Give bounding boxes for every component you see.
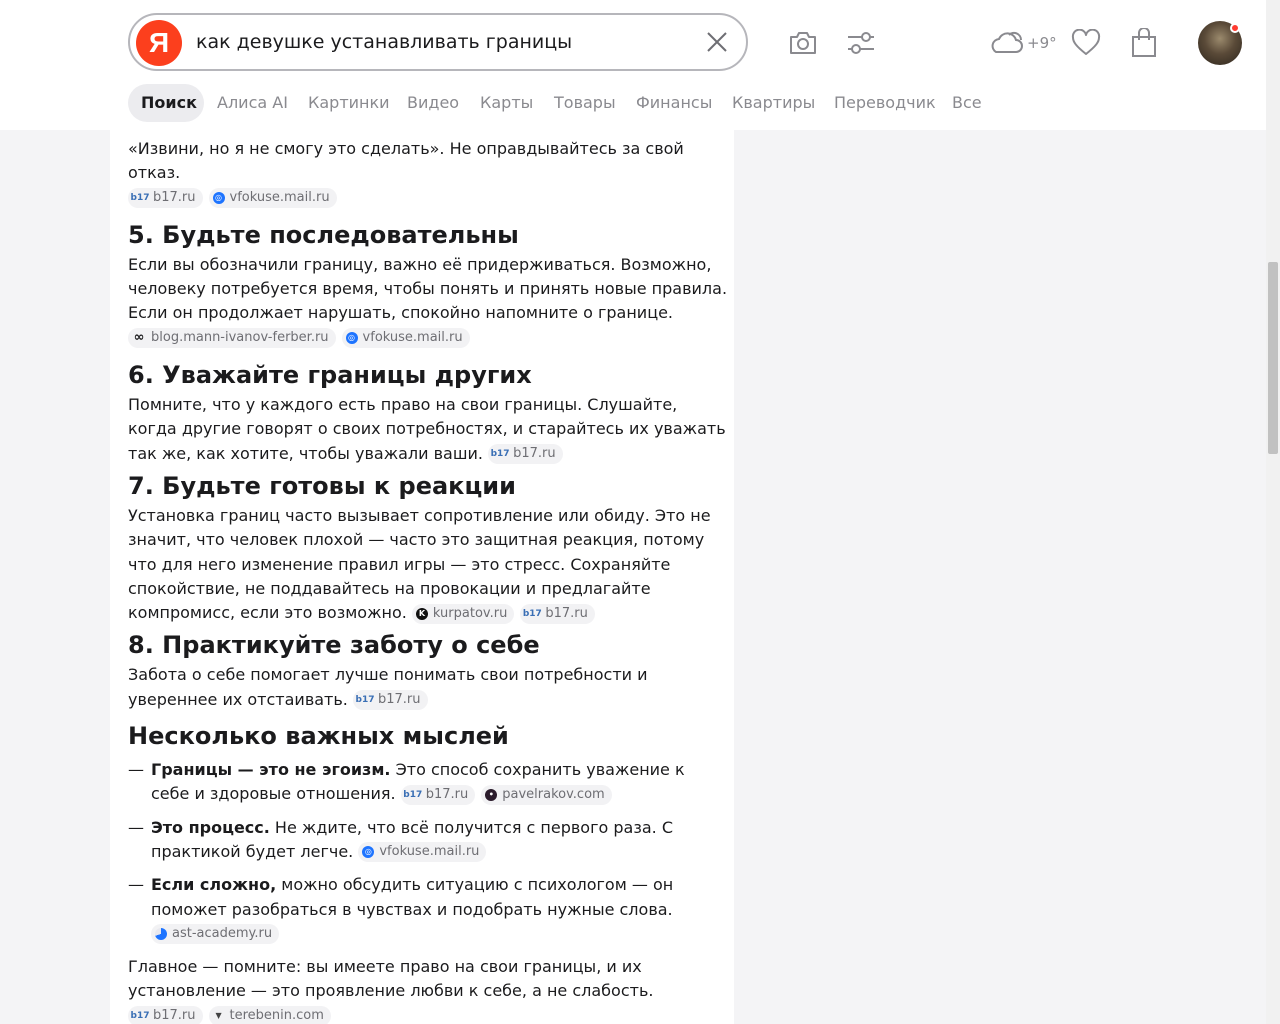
thought-item: [128, 758, 728, 807]
source-label: b17.ru: [545, 605, 588, 621]
user-avatar[interactable]: [1198, 21, 1242, 65]
section-paragraph: [128, 253, 728, 350]
thought-bold: Границы — это не эгоизм.: [151, 760, 391, 780]
camera-icon[interactable]: [788, 29, 818, 57]
source-favicon-icon: b17: [403, 789, 423, 800]
search-input[interactable]: [196, 24, 676, 60]
section-text: Помните, что у каждого есть право на свои границы. Слушайте, когда другие говорят о своих потребностях, и старайтесь их уважать так же, как хотите, чтобы уважали ваши.: [128, 395, 726, 463]
thought-text: [151, 816, 728, 865]
tab-alice-ai[interactable]: Алиса AI: [217, 93, 288, 112]
source-label: vfokuse.mail.ru: [379, 844, 480, 860]
tab-apartments[interactable]: Квартиры: [732, 93, 816, 112]
source-label: ast-academy.ru: [172, 926, 273, 942]
source-favicon-icon: ◎: [346, 332, 358, 344]
source-label: vfokuse.mail.ru: [362, 330, 463, 346]
source-chip[interactable]: [412, 604, 514, 624]
source-favicon-icon: b17: [130, 1011, 150, 1022]
answer-article: [128, 130, 728, 1024]
tab-products[interactable]: Товары: [554, 93, 616, 112]
clipped-line: [128, 130, 728, 134]
thought-text: [151, 873, 728, 946]
source-chip[interactable]: [342, 328, 470, 348]
source-label: b17.ru: [377, 692, 421, 708]
thought-text: [151, 758, 728, 807]
intro-text: «Извини, но я не смогу это сделать». Не оправдывайтесь за свой отказ.: [128, 139, 684, 183]
source-chip[interactable]: [481, 785, 611, 805]
source-label: blog.mann-ivanov-ferber.ru: [151, 330, 329, 346]
source-label: b17.ru: [425, 786, 469, 802]
source-chip[interactable]: [209, 1006, 331, 1024]
shopping-bag-icon[interactable]: [1130, 28, 1158, 58]
source-chip[interactable]: [520, 604, 595, 624]
tab-translator[interactable]: Переводчик: [834, 93, 936, 112]
tab-all[interactable]: Все: [952, 93, 982, 112]
section-sources: [412, 603, 601, 622]
search-box[interactable]: [128, 13, 748, 71]
source-label: terebenin.com: [229, 1008, 324, 1024]
scrollbar-thumb[interactable]: [1268, 262, 1278, 454]
tab-finance[interactable]: Финансы: [636, 93, 713, 112]
tab-video[interactable]: Видео: [407, 93, 460, 112]
section-sources: [488, 444, 569, 463]
thoughts-title: Несколько важных мыслей: [128, 722, 509, 751]
conclusion-paragraph: [128, 955, 728, 1024]
source-label: b17.ru: [513, 446, 556, 462]
source-chip[interactable]: [128, 1006, 203, 1024]
section-title: 5. Будьте последовательны: [128, 220, 519, 249]
thought-item: [128, 873, 728, 946]
source-favicon-icon: b17: [130, 192, 150, 203]
section-sources: [353, 690, 434, 709]
thought-dash: —: [128, 760, 144, 780]
notification-dot: [1230, 23, 1240, 33]
thought-bold: Если сложно,: [151, 875, 277, 895]
source-label: b17.ru: [153, 1008, 196, 1024]
answer-card: [110, 130, 734, 1024]
thought-item: [128, 816, 728, 865]
source-label: kurpatov.ru: [432, 605, 508, 621]
section-paragraph: [128, 663, 728, 712]
section-title: 6. Уважайте границы других: [128, 361, 532, 390]
tab-search[interactable]: Поиск: [128, 84, 204, 122]
source-chip[interactable]: [401, 785, 476, 805]
source-chip[interactable]: [128, 188, 203, 208]
source-favicon-icon: ∞: [133, 330, 145, 346]
weather-temperature[interactable]: +9°: [1027, 34, 1057, 52]
source-chip[interactable]: [358, 842, 486, 862]
source-favicon-icon: ◎: [213, 192, 225, 204]
thought-sources: [358, 842, 492, 861]
source-chip[interactable]: [209, 188, 337, 208]
conclusion-sources: [128, 1006, 337, 1024]
favorites-heart-icon[interactable]: [1071, 29, 1101, 57]
source-favicon-icon: b17: [355, 695, 375, 706]
source-favicon-icon: b17: [522, 608, 542, 619]
source-chip[interactable]: [128, 328, 336, 348]
yandex-logo[interactable]: Я: [136, 20, 182, 66]
section-text: Если вы обозначили границу, важно её придерживаться. Возможно, человеку потребуется время, чтобы понять и принять новые правила. Если он продолжает нарушать, спокойно напомните о границе.: [128, 254, 728, 323]
source-chip[interactable]: [151, 924, 279, 944]
source-label: vfokuse.mail.ru: [229, 189, 330, 205]
section-text: Забота о себе помогает лучше понимать свои потребности и увереннее их отстаивать.: [128, 665, 648, 709]
thought-dash: —: [128, 875, 144, 895]
section-title: 8. Практикуйте заботу о себе: [128, 631, 540, 660]
clear-icon[interactable]: [704, 29, 730, 55]
source-chip[interactable]: [488, 444, 563, 464]
filter-icon[interactable]: [846, 30, 876, 56]
source-favicon-icon: b17: [490, 449, 510, 460]
section-paragraph: [128, 393, 728, 466]
thought-bold: Это процесс.: [151, 817, 270, 837]
conclusion-text: Главное — помните: вы имеете право на свои границы, и их установление — это проявление любви к себе, а не слабость.: [128, 957, 654, 1001]
section-sources: [128, 328, 476, 347]
tab-maps[interactable]: Карты: [480, 93, 534, 112]
source-label: pavelrakov.com: [502, 786, 605, 802]
intro-paragraph: [128, 137, 728, 210]
scrollbar-track[interactable]: [1266, 0, 1280, 1024]
source-chip[interactable]: [353, 690, 428, 710]
section-title: 7. Будьте готовы к реакции: [128, 471, 516, 500]
source-favicon-icon: ▼: [215, 1011, 222, 1021]
thought-sources: [151, 924, 285, 943]
thought-body: можно обсудить ситуацию с психологом — он поможет разобраться в чувствах и подобрать нужные слова.: [151, 875, 674, 919]
source-label: b17.ru: [153, 189, 196, 205]
source-favicon-icon: ◎: [362, 846, 374, 858]
section-paragraph: [128, 504, 728, 625]
thought-body: Это способ сохранить уважение к себе и здоровые отношения.: [151, 760, 685, 804]
thought-sources: [401, 784, 618, 803]
intro-sources: [128, 188, 343, 207]
source-favicon-icon: K: [416, 608, 428, 620]
section-text: Установка границ часто вызывает сопротивление или обиду. Это не значит, что человек плохой — часто это защитная реакция, потому что для него изменение правил игры — это стресс. Сохраняйте спокойствие, не поддавайтесь на провокации и предлагайте компромисс, если это возможно.: [128, 505, 711, 623]
tab-images[interactable]: Картинки: [308, 93, 390, 112]
source-favicon-icon: •: [485, 789, 497, 801]
thought-body: Не ждите, что всё получится с первого раза. С практикой будет легче.: [151, 817, 673, 861]
header: [0, 0, 1266, 130]
source-favicon-icon: [155, 928, 167, 940]
thought-dash: —: [128, 817, 144, 837]
weather-cloud-icon[interactable]: [988, 28, 1024, 56]
